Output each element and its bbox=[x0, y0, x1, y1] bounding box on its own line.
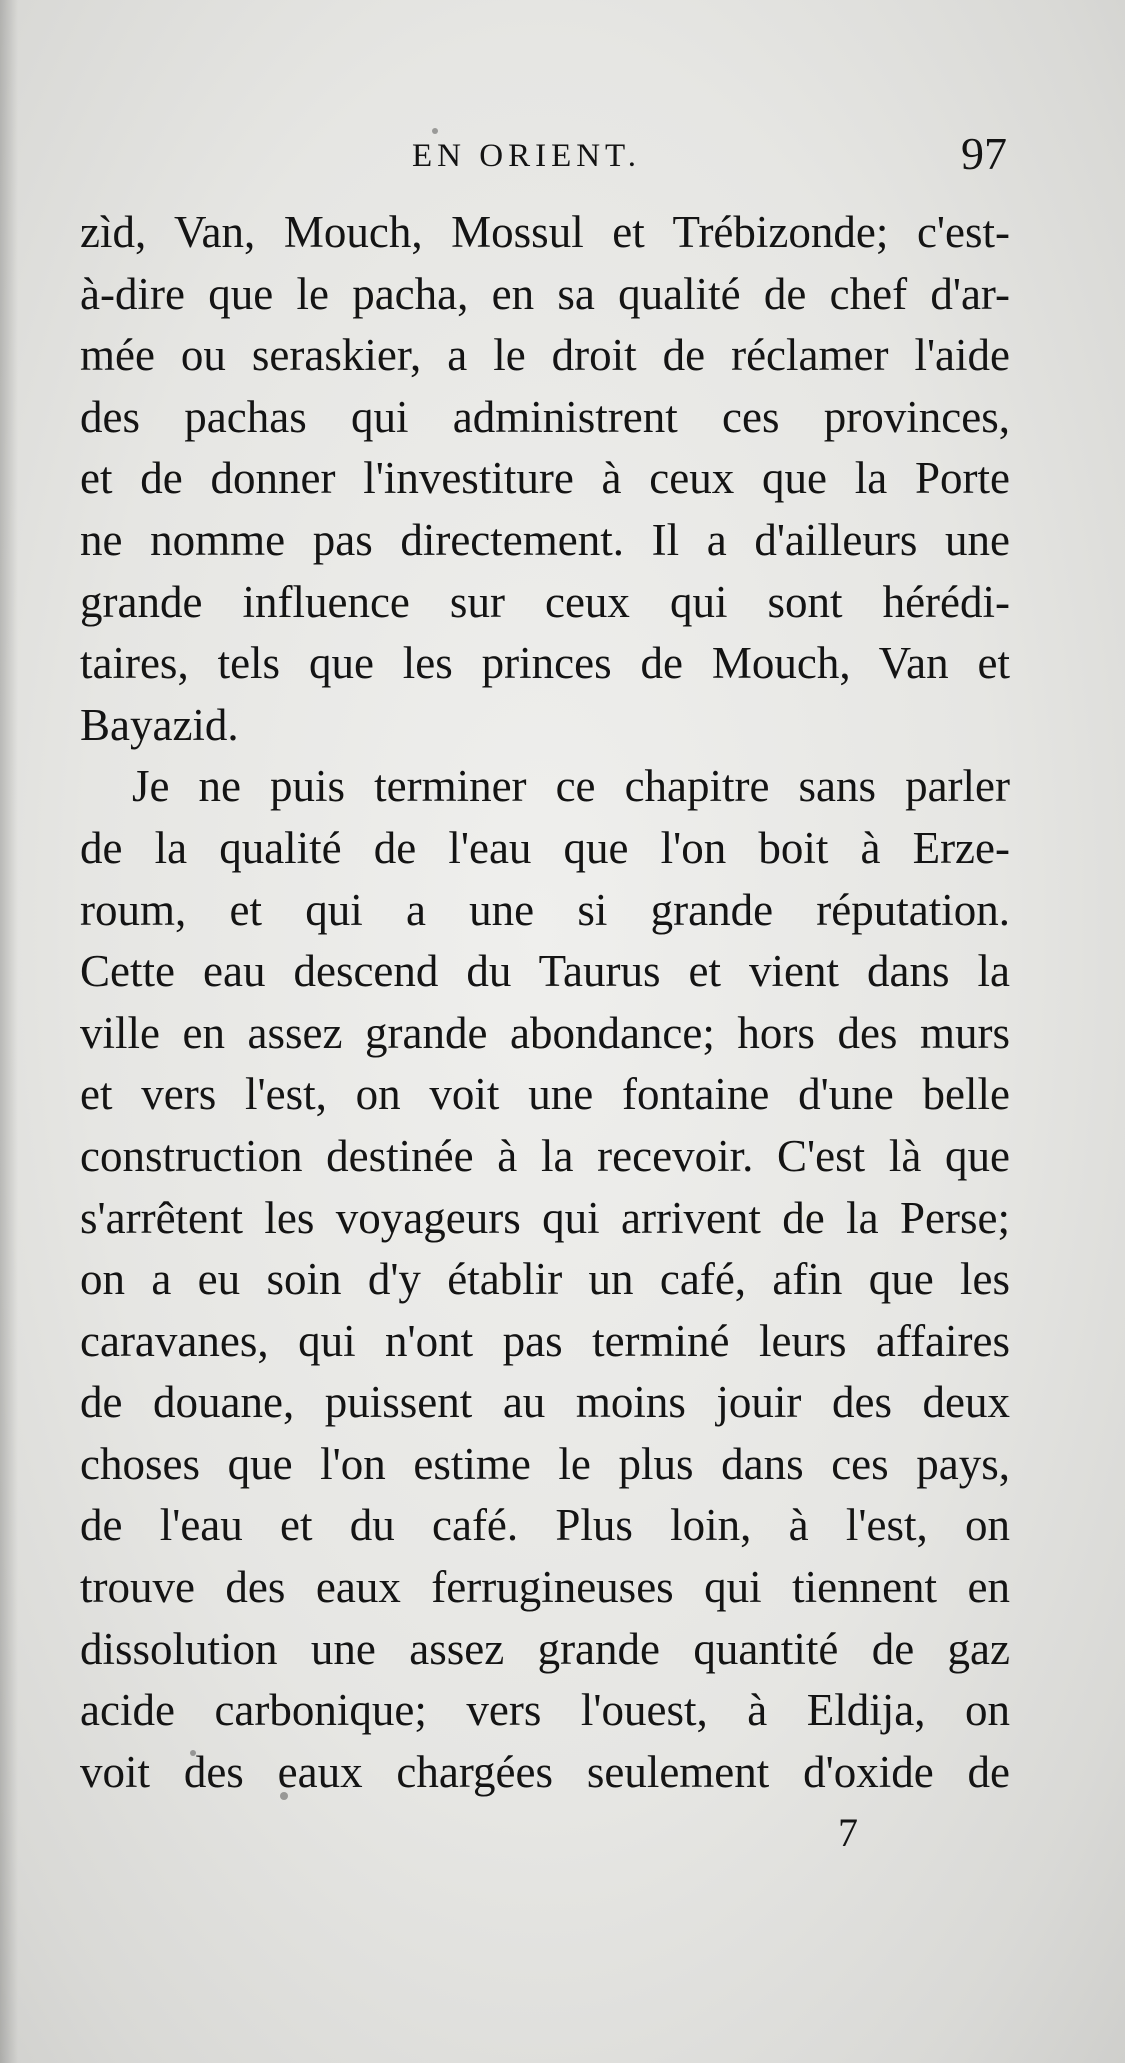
text-line: Bayazid. bbox=[80, 699, 239, 750]
ink-speck bbox=[280, 1792, 288, 1800]
text-line: mée ou seraskier, a le droit de réclamer l'aide bbox=[80, 330, 1010, 381]
text-line: et de donner l'investiture à ceux que la Porte bbox=[80, 453, 1010, 504]
running-head: EN ORIENT. bbox=[412, 138, 642, 174]
text-line: de l'eau et du café. Plus loin, à l'est, on bbox=[80, 1500, 1010, 1551]
paragraph-first-line: Je ne puis terminer ce chapitre sans parler bbox=[132, 761, 1010, 812]
body-text bbox=[80, 202, 1010, 1803]
text-line: s'arrêtent les voyageurs qui arrivent de la Perse; bbox=[80, 1192, 1010, 1243]
text-line: acide carbonique; vers l'ouest, à Eldija, on bbox=[80, 1685, 1010, 1736]
text-line: ne nomme pas directement. Il a d'ailleurs une bbox=[80, 514, 1010, 565]
text-line: caravanes, qui n'ont pas terminé leurs affaires bbox=[80, 1315, 1010, 1366]
ink-speck bbox=[432, 128, 438, 134]
page-edge-shadow bbox=[0, 0, 18, 2063]
text-line: dissolution une assez grande quantité de gaz bbox=[80, 1623, 1010, 1674]
text-line: roum, et qui a une si grande réputation. bbox=[80, 884, 1010, 935]
text-line: de douane, puissent au moins jouir des deux bbox=[80, 1377, 1010, 1428]
text-line: et vers l'est, on voit une fontaine d'une belle bbox=[80, 1069, 1010, 1120]
ink-speck bbox=[190, 1750, 196, 1756]
text-line: de la qualité de l'eau que l'on boit à Erze- bbox=[80, 822, 1010, 873]
text-line: à-dire que le pacha, en sa qualité de chef d'ar- bbox=[80, 268, 1010, 319]
text-line: on a eu soin d'y établir un café, afin que les bbox=[80, 1254, 1010, 1305]
text-line: taires, tels que les princes de Mouch, Van et bbox=[80, 638, 1010, 689]
text-line: des pachas qui administrent ces provinces, bbox=[80, 391, 1010, 442]
text-line: zìd, Van, Mouch, Mossul et Trébizonde; c'est- bbox=[80, 207, 1010, 257]
page-number: 97 bbox=[961, 128, 1007, 179]
signature-mark: 7 bbox=[838, 1810, 858, 1855]
text-line: trouve des eaux ferrugineuses qui tiennent en bbox=[80, 1562, 1010, 1613]
text-line: choses que l'on estime le plus dans ces pays, bbox=[80, 1438, 1010, 1489]
text-line: voit des eaux chargées seulement d'oxide de bbox=[80, 1746, 1010, 1797]
text-line: Cette eau descend du Taurus et vient dans la bbox=[80, 946, 1010, 997]
text-line: ville en assez grande abondance; hors des murs bbox=[80, 1007, 1010, 1058]
text-line: construction destinée à la recevoir. C'est là que bbox=[80, 1130, 1010, 1181]
text-line: grande influence sur ceux qui sont hérédi- bbox=[80, 576, 1010, 627]
